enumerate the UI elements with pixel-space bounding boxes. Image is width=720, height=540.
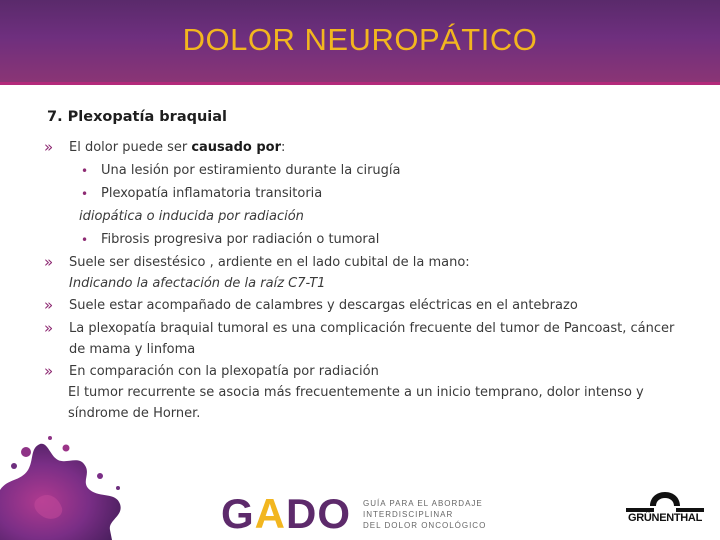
gado-tagline-line: GUÍA PARA EL ABORDAJE [363,498,483,508]
gado-letter-a: A [254,490,287,537]
title-banner [0,0,720,85]
sub-item-text: Plexopatía inflamatoria transitoria [101,186,323,201]
page-title: DOLOR NEUROPÁTICO [182,22,538,57]
item-text: Suele ser disestésico , ardiente en el lado cubital de la mano: [69,255,470,270]
sub-item-text: Fibrosis progresiva por radiación o tumoral [101,232,380,247]
double-chevron-icon: » [44,296,54,314]
purple-ink-splash [0,430,130,540]
gado-tagline-line: INTERDISCIPLINAR [363,509,454,519]
emphasis-text: causado por [191,140,281,155]
item-text: Suele estar acompañado de calambres y descargas eléctricas en el antebrazo [69,298,578,313]
gado-wordmark [221,490,352,537]
bullet-icon: • [81,187,89,201]
gado-letter-d: D [286,490,318,537]
continuation-text: síndrome de Horner. [68,406,201,421]
bullet-icon: • [81,233,89,247]
grunenthal-emblem-icon [622,488,708,514]
bullet-icon: • [81,164,89,178]
item-text: En comparación con la plexopatía por radiación [69,364,379,379]
continuation-text: Indicando la afectación de la raíz C7-T1 [69,276,326,291]
section-title: 7. Plexopatía braquial [47,109,228,125]
continuation-text: idiopática o inducida por radiación [79,209,304,224]
double-chevron-icon: » [44,319,54,337]
gado-tagline-line: DEL DOLOR ONCOLÓGICO [363,520,487,530]
sponsor-name: GRÜNENTHAL [628,512,702,524]
gado-letter-o: O [317,490,352,537]
double-chevron-icon: » [44,253,54,271]
continuation-text: de mama y linfoma [69,342,196,357]
gado-letter-g: G [221,490,255,537]
double-chevron-icon: » [44,138,54,156]
double-chevron-icon: » [44,362,54,380]
gado-logo [221,490,487,537]
continuation-text: El tumor recurrente se asocia más frecuentemente a un inicio temprano, dolor intenso y [68,385,644,400]
grunenthal-logo [622,488,708,532]
sub-item-text: Una lesión por estiramiento durante la cirugía [101,163,401,178]
item-text: El dolor puede ser [69,140,192,155]
item-text-suffix: : [280,140,286,155]
gado-tagline [363,498,486,531]
item-text: La plexopatía braquial tumoral es una complicación frecuente del tumor de Pancoast, cáncer [69,321,675,336]
